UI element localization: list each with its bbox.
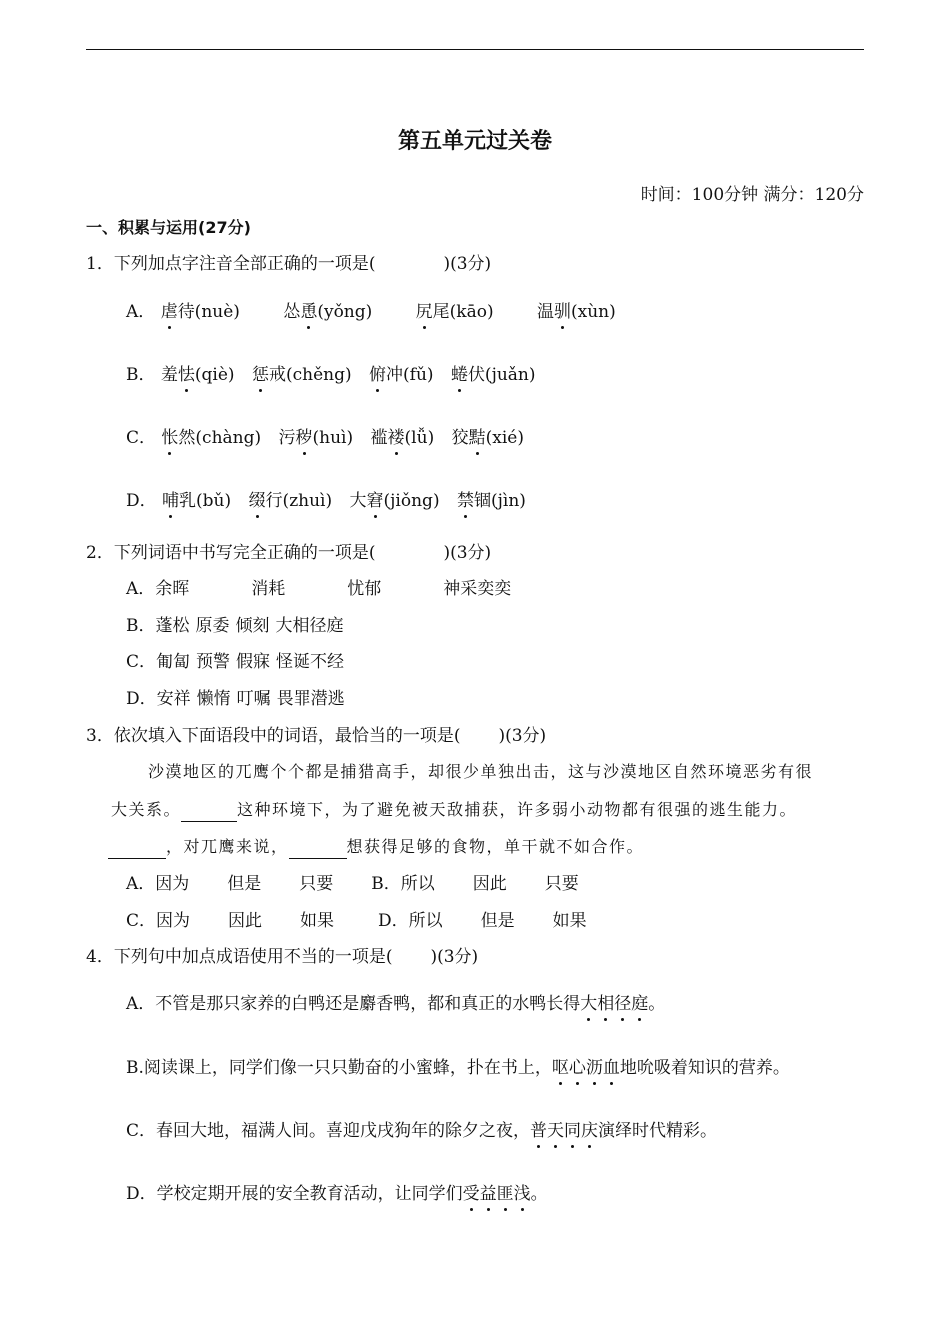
question-2-option-a: A．余晖 消耗 忧郁 神采奕奕 <box>126 579 512 599</box>
question-2-option-b: B．蓬松 原委 倾刻 大相径庭 <box>126 616 344 636</box>
question-1-stem: 1．下列加点字注音全部正确的一项是( )(3分) <box>86 254 492 274</box>
pinyin-item: 尻尾(kāo) <box>415 302 494 322</box>
question-1-option-b: B． 羞怯(qiè) 惩戒(chěng) 俯冲(fǔ) 蜷伏(juǎn) <box>126 365 536 385</box>
fill-blank <box>108 836 166 859</box>
pinyin-item: 狡黠(xié) <box>451 428 524 448</box>
fill-blank <box>181 799 237 822</box>
pinyin-item: 污秽(huì) <box>278 428 354 448</box>
question-3-options-row-2: C．因为 因此 如果 D．所以 但是 如果 <box>126 911 587 931</box>
pinyin-item: 褴褛(lǚ) <box>370 428 435 448</box>
question-1-option-c: C． 怅然(chàng) 污秽(huì) 褴褛(lǚ) 狡黠(xié) <box>126 428 524 448</box>
pinyin-item: 大窘(jiǒng) <box>349 491 440 511</box>
exam-meta: 时间：100分钟 满分：120分 <box>640 185 864 205</box>
pinyin-item: 哺乳(bǔ) <box>162 491 232 511</box>
question-4-stem: 4．下列句中加点成语使用不当的一项是( )(3分) <box>86 947 479 967</box>
page-title: 第五单元过关卷 <box>397 129 552 154</box>
section-heading: 一、积累与运用(27分) <box>86 218 251 237</box>
pinyin-item: 怅然(chàng) <box>161 428 262 448</box>
question-4-option-c: C．春回大地，福满人间。喜迎戊戌狗年的除夕之夜，普天同庆演绎时代精彩。 <box>126 1121 718 1141</box>
question-3-options-row-1: A．因为 但是 只要 B．所以 因此 只要 <box>126 874 579 894</box>
passage-line-3: ，对兀鹰来说， 想获得足够的食物，单干就不如合作。 <box>108 836 644 859</box>
pinyin-item: 俯冲(fǔ) <box>369 365 434 385</box>
pinyin-item: 虐待(nuè) <box>160 302 240 322</box>
pinyin-item: 怂恿(yǒng) <box>283 302 373 322</box>
question-1-option-a: A． 虐待(nuè) 怂恿(yǒng) 尻尾(kāo) 温驯(xùn) <box>126 302 616 322</box>
question-4-option-d: D．学校定期开展的安全教育活动，让同学们受益匪浅。 <box>126 1184 548 1204</box>
pinyin-item: 缀行(zhuì) <box>248 491 333 511</box>
question-2-stem: 2．下列词语中书写完全正确的一项是( )(3分) <box>86 543 492 563</box>
passage-line-1: 沙漠地区的兀鹰个个都是捕猎高手，却很少单独出击，这与沙漠地区自然环境恶劣有很 <box>148 762 814 781</box>
question-2-option-d: D．安祥 懒惰 叮嘱 畏罪潜逃 <box>126 689 345 709</box>
passage-line-2: 大关系。 这种环境下，为了避免被天敌捕获，许多弱小动物都有很强的逃生能力。 <box>111 799 797 822</box>
pinyin-item: 温驯(xùn) <box>537 302 616 322</box>
header-rule <box>86 49 864 50</box>
pinyin-item: 羞怯(qiè) <box>160 365 235 385</box>
pinyin-item: 禁锢(jìn) <box>456 491 526 511</box>
pinyin-item: 惩戒(chěng) <box>251 365 352 385</box>
fill-blank <box>289 836 347 859</box>
question-4-option-a: A．不管是那只家养的白鸭还是麝香鸭，都和真正的水鸭长得大相径庭。 <box>126 994 666 1014</box>
question-1-option-d: D． 哺乳(bǔ) 缀行(zhuì) 大窘(jiǒng) 禁锢(jìn) <box>126 491 526 511</box>
question-2-option-c: C．匍匐 预警 假寐 怪诞不经 <box>126 652 345 672</box>
pinyin-item: 蜷伏(juǎn) <box>450 365 536 385</box>
question-3-stem: 3．依次填入下面语段中的词语，最恰当的一项是( )(3分) <box>86 726 547 746</box>
question-4-option-b: B.阅读课上，同学们像一只只勤奋的小蜜蜂，扑在书上，呕心沥血地吮吸着知识的营养。 <box>126 1058 790 1078</box>
